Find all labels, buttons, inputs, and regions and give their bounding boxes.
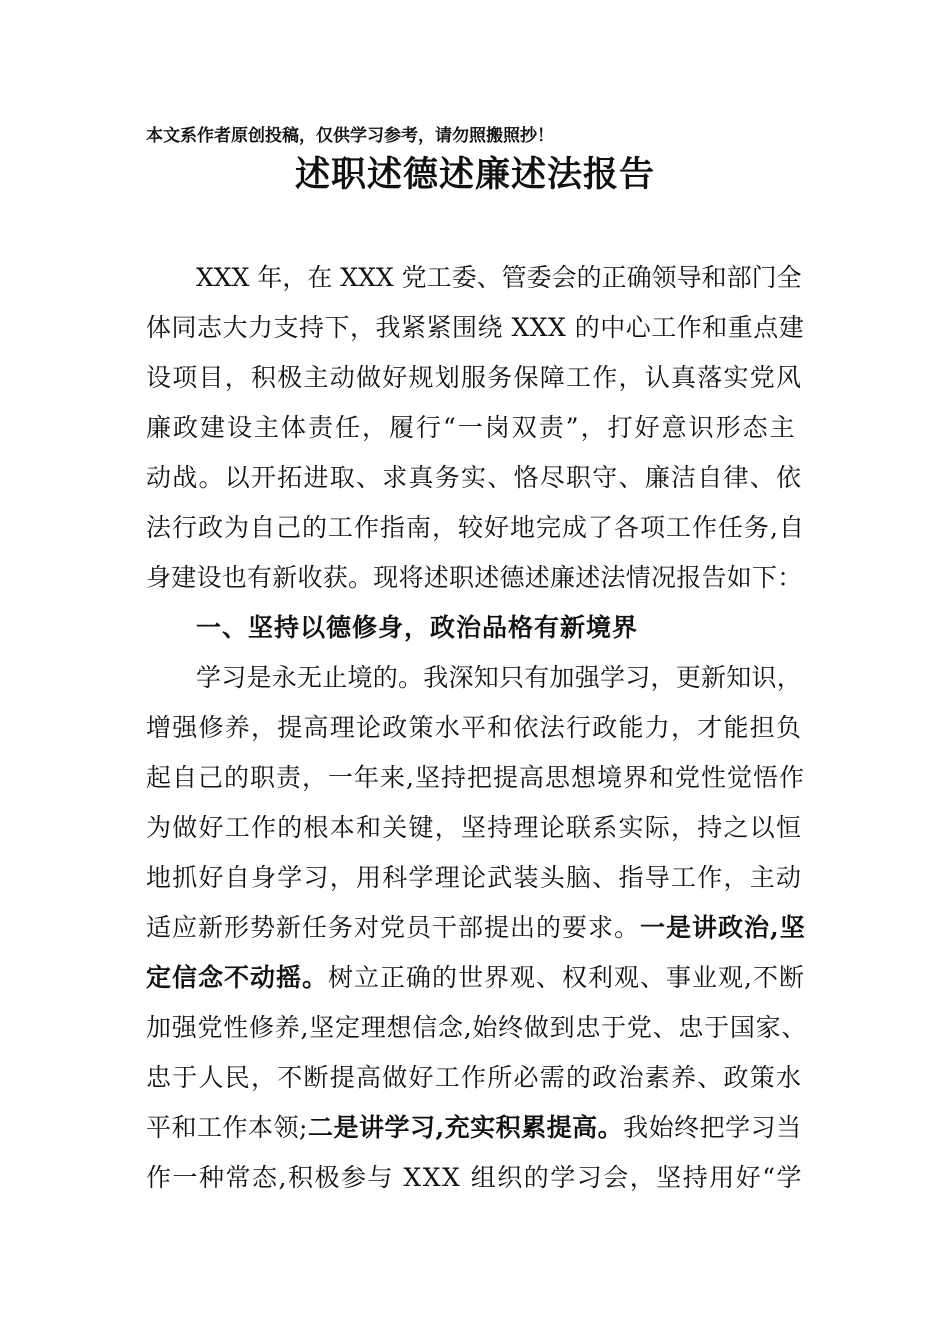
document-body xyxy=(146,253,806,1203)
paragraph-line: XXX 年，在 XXX 党工委、管委会的正确领导和部门全 xyxy=(196,263,802,292)
paragraph-line: 法行政为自己的工作指南，较好地完成了各项工作任务,自 xyxy=(146,513,805,542)
paragraph-line: 平和工作本领;二是讲学习,充实积累提高。我始终把学习当 xyxy=(146,1113,802,1142)
paragraph-line: 廉政建设主体责任，履行“一岗双责”，打好意识形态主 xyxy=(146,413,797,442)
paragraph-line: 加强党性修养,坚定理想信念,始终做到忠于党、忠于国家、 xyxy=(146,1013,808,1042)
paragraph-line: 起自己的职责，一年来,坚持把提高思想境界和党性觉悟作 xyxy=(146,763,805,792)
paragraph-line: 身建设也有新收获。现将述职述德述廉述法情况报告如下： xyxy=(146,563,803,592)
section-heading: 一、坚持以德修身，政治品格有新境界 xyxy=(196,613,639,642)
emphasis-text: 一是讲政治,坚 xyxy=(640,913,806,942)
paragraph-line: 忠于人民，不断提高做好工作所必需的政治素养、政策水 xyxy=(146,1063,803,1092)
emphasis-text: 二是讲学习,充实积累提高。 xyxy=(307,1113,624,1142)
paragraph-line: 体同志大力支持下，我紧紧围绕 XXX 的中心工作和重点建 xyxy=(146,313,805,342)
paragraph-line: 为做好工作的根本和关键，坚持理论联系实际，持之以恒 xyxy=(146,813,803,842)
paragraph-line: 增强修养，提高理论政策水平和依法行政能力，才能担负 xyxy=(146,713,803,742)
page-title: 述职述德述廉述法报告 xyxy=(294,154,655,195)
paragraph-line: 学习是永无止境的。我深知只有加强学习，更新知识， xyxy=(196,663,803,692)
copyright-notice: 本文系作者原创投稿，仅供学习参考，请勿照搬照抄！ xyxy=(146,126,554,146)
paragraph-line: 设项目，积极主动做好规划服务保障工作，认真落实党风 xyxy=(146,363,803,392)
paragraph-line: 地抓好自身学习，用科学理论武装头脑、指导工作，主动 xyxy=(146,863,803,892)
paragraph-line: 定信念不动摇。树立正确的世界观、权利观、事业观,不断 xyxy=(146,963,805,992)
paragraph-line: 动战。以开拓进取、求真务实、恪尽职守、廉洁自律、依 xyxy=(146,463,803,492)
emphasis-text: 定信念不动摇。 xyxy=(146,963,329,992)
paragraph-line: 作一种常态,积极参与 XXX 组织的学习会，坚持用好“学 xyxy=(146,1163,804,1192)
paragraph-line: 适应新形势新任务对党员干部提出的要求。一是讲政治,坚 xyxy=(146,913,806,942)
